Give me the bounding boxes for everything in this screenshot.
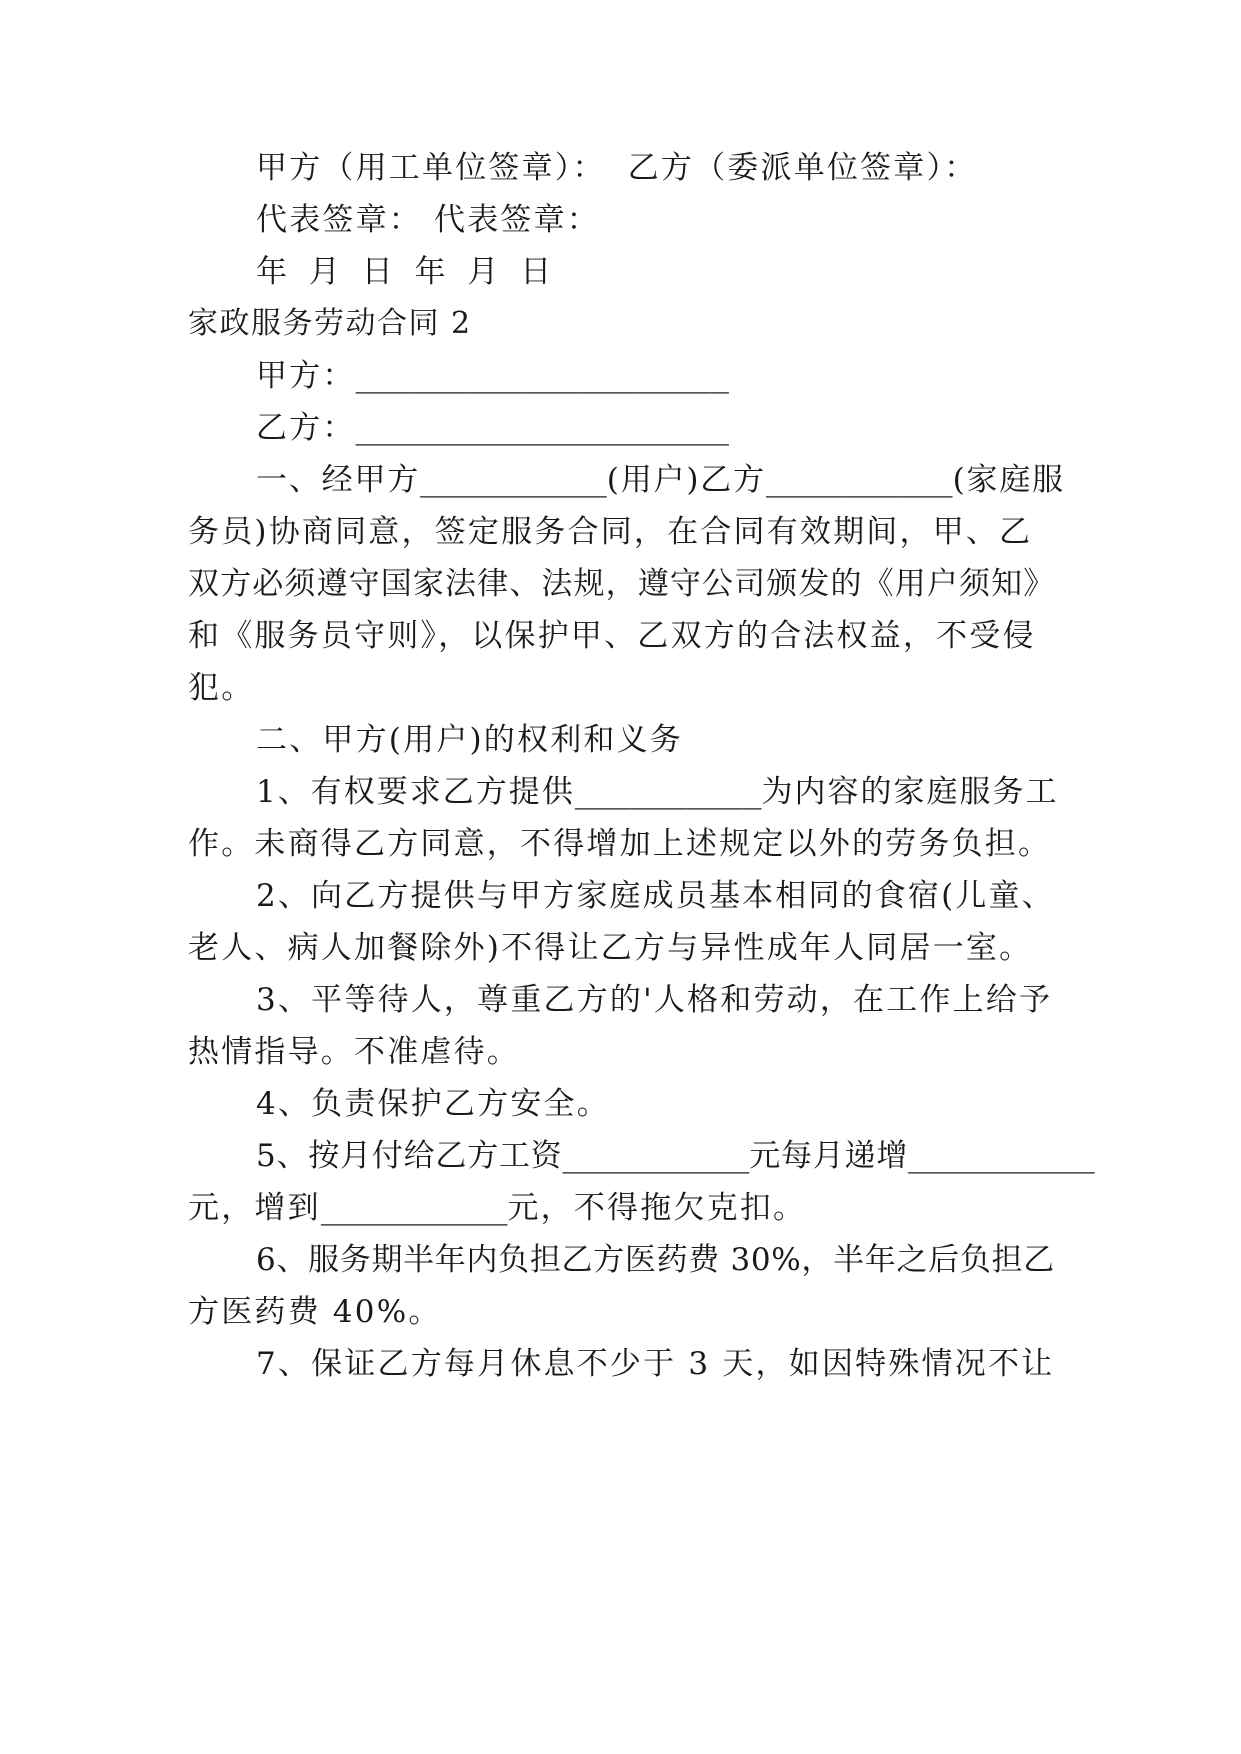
clause-1-line-3: 双方必须遵守国家法律、法规，遵守公司颁发的《用户须知》 bbox=[188, 566, 1056, 602]
section-2-heading: 二、甲方(用户)的权利和义务 bbox=[256, 722, 683, 758]
item-5-text: 元，增到 bbox=[188, 1190, 321, 1226]
worker-name-blank: __________ bbox=[765, 462, 953, 498]
user-name-blank: __________ bbox=[420, 462, 607, 498]
monthly-wage-blank: __________ bbox=[562, 1138, 750, 1174]
item-1-text: 为内容的家庭服务工 bbox=[761, 774, 1059, 810]
clause-1-line-1 bbox=[256, 460, 1065, 500]
rep-a-label: 代表签章： bbox=[256, 202, 422, 238]
rep-b-label: 代表签章： bbox=[434, 202, 600, 238]
party-a-blank: ____________________ bbox=[355, 358, 729, 394]
item-1-line-2: 作。未商得乙方同意，不得增加上述规定以外的劳务负担。 bbox=[188, 826, 1052, 862]
date-line: 年 月 日 年 月 日 bbox=[256, 254, 558, 290]
party-b-blank: ____________________ bbox=[355, 410, 729, 446]
party-b-line bbox=[256, 408, 729, 448]
party-a-seal-label: 甲方（用工单位签章）： bbox=[256, 150, 606, 186]
party-a-line bbox=[256, 356, 729, 396]
monthly-increase-blank: __________ bbox=[908, 1138, 1095, 1174]
contract-title: 家政服务劳动合同 2 bbox=[188, 306, 472, 341]
clause-1-line-2: 务员)协商同意，签定服务合同，在合同有效期间，甲、乙 bbox=[188, 514, 1033, 550]
item-5-text: 元，不得拖欠克扣。 bbox=[507, 1190, 807, 1226]
item-2-line-2: 老人、病人加餐除外)不得让乙方与异性成年人同居一室。 bbox=[188, 930, 1033, 966]
clause-1-text: (用户)乙方 bbox=[606, 462, 766, 498]
clause-1-line-5: 犯。 bbox=[188, 670, 255, 706]
item-5-text: 元每月递增 bbox=[749, 1138, 909, 1174]
item-5-line-1 bbox=[256, 1136, 1095, 1176]
item-1-text: 1、有权要求乙方提供 bbox=[256, 774, 575, 810]
item-6-line-2: 方医药费 40%。 bbox=[188, 1294, 442, 1330]
representative-line bbox=[256, 200, 600, 240]
item-7-line-1: 7、保证乙方每月休息不少于 3 天，如因特殊情况不让 bbox=[256, 1346, 1055, 1382]
item-1-line-1 bbox=[256, 772, 1059, 812]
item-3-line-1: 3、平等待人，尊重乙方的'人格和劳动，在工作上给予 bbox=[256, 982, 1053, 1018]
wage-cap-blank: __________ bbox=[320, 1190, 508, 1226]
party-b-seal-label: 乙方（委派单位签章）： bbox=[627, 150, 978, 186]
item-6-line-1: 6、服务期半年内负担乙方医药费 30%，半年之后负担乙 bbox=[256, 1242, 1055, 1278]
item-3-line-2: 热情指导。不准虐待。 bbox=[188, 1034, 520, 1070]
signature-line bbox=[256, 148, 977, 188]
clause-1-text: 一、经甲方 bbox=[256, 462, 421, 498]
service-content-blank: __________ bbox=[574, 774, 762, 810]
party-a-label: 甲方： bbox=[256, 358, 356, 394]
item-5-line-2 bbox=[188, 1188, 806, 1228]
clause-1-text: (家庭服 bbox=[952, 462, 1065, 498]
item-2-line-1: 2、向乙方提供与甲方家庭成员基本相同的食宿(儿童、 bbox=[256, 878, 1055, 914]
item-5-text: 5、按月付给乙方工资 bbox=[256, 1138, 563, 1174]
clause-1-line-4: 和《服务员守则》，以保护甲、乙双方的合法权益，不受侵 bbox=[188, 618, 1036, 654]
party-b-label: 乙方： bbox=[256, 410, 356, 446]
item-4-line: 4、负责保护乙方安全。 bbox=[256, 1086, 610, 1122]
